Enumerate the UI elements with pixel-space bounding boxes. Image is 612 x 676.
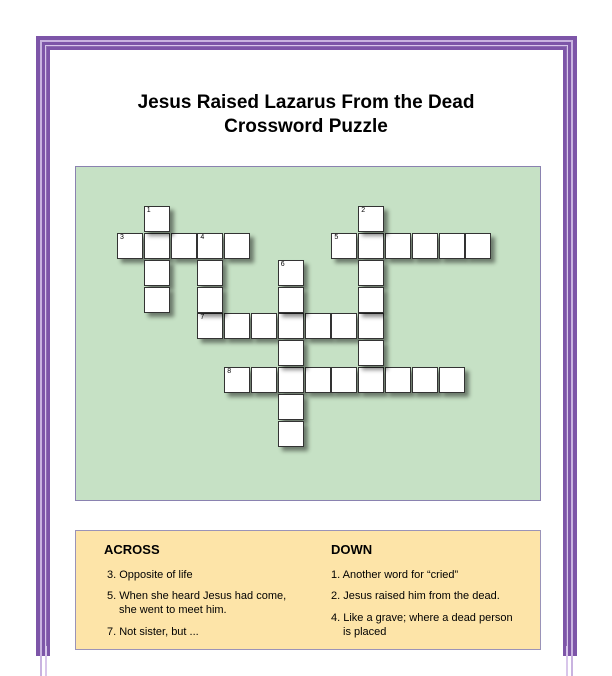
down-clue: 1. Another word for “cried” [331, 569, 459, 581]
down-clue: 4. Like a grave; where a dead person is placed [331, 612, 513, 638]
crossword-cell[interactable] [331, 233, 357, 259]
crossword-cell[interactable] [358, 260, 384, 286]
crossword-cell[interactable] [385, 367, 411, 393]
crossword-cell[interactable] [224, 367, 250, 393]
crossword-cell[interactable] [465, 233, 491, 259]
crossword-cell[interactable] [224, 313, 250, 339]
clue-number: 7 [200, 314, 205, 322]
crossword-cell[interactable] [278, 367, 304, 393]
crossword-cell[interactable] [197, 260, 223, 286]
crossword-cell[interactable] [358, 340, 384, 366]
clues-panel [75, 530, 541, 650]
crossword-cell[interactable] [278, 260, 304, 286]
crossword-cell[interactable] [305, 367, 331, 393]
across-heading: ACROSS [104, 542, 160, 557]
crossword-cell[interactable] [224, 233, 250, 259]
clue-number: 2 [361, 207, 366, 215]
crossword-cell[interactable] [358, 233, 384, 259]
puzzle-title-line1: Jesus Raised Lazarus From the Dead [137, 92, 475, 113]
across-clue: 7. Not sister, but ... [107, 626, 199, 638]
down-clue: 2. Jesus raised him from the dead. [331, 590, 500, 602]
crossword-cell[interactable] [331, 313, 357, 339]
clue-number: 6 [280, 260, 285, 268]
crossword-cell[interactable] [385, 233, 411, 259]
clue-number: 8 [227, 368, 232, 375]
clue-number: 5 [334, 234, 339, 241]
crossword-cell[interactable] [251, 313, 277, 339]
puzzle-title-line2: Crossword Puzzle [224, 116, 388, 137]
clue-number: 3 [120, 234, 124, 241]
crossword-cell[interactable] [278, 394, 304, 420]
across-clue: 3. Opposite of life [107, 569, 193, 581]
crossword-cell[interactable] [439, 367, 465, 393]
clue-number: 4 [200, 234, 205, 241]
crossword-cell[interactable] [144, 260, 170, 286]
crossword-cell[interactable] [171, 233, 197, 259]
crossword-cell[interactable] [144, 206, 170, 232]
crossword-cell[interactable] [412, 233, 438, 259]
crossword-cell[interactable] [117, 233, 143, 259]
crossword-cell[interactable] [358, 206, 384, 232]
crossword-cell[interactable] [358, 313, 384, 339]
crossword-cell[interactable] [197, 287, 223, 313]
crossword-cell[interactable] [278, 340, 304, 366]
crossword-cell[interactable] [144, 233, 170, 259]
crossword-cell[interactable] [197, 233, 223, 259]
crossword-cell[interactable] [278, 421, 304, 447]
crossword-cell[interactable] [358, 287, 384, 313]
crossword-cell[interactable] [412, 367, 438, 393]
clue-number: 1 [146, 207, 151, 215]
crossword-cell[interactable] [278, 287, 304, 313]
crossword-cell[interactable] [278, 313, 304, 339]
crossword-cell[interactable] [305, 313, 331, 339]
down-heading: DOWN [331, 542, 373, 557]
crossword-cell[interactable] [358, 367, 384, 393]
crossword-cell[interactable] [197, 313, 223, 339]
crossword-grid [75, 166, 541, 501]
crossword-cell[interactable] [144, 287, 170, 313]
crossword-cell[interactable] [439, 233, 465, 259]
crossword-cell[interactable] [251, 367, 277, 393]
crossword-cell[interactable] [331, 367, 357, 393]
across-clue: 5. When she heard Jesus had come, she went to meet him. [107, 590, 287, 616]
